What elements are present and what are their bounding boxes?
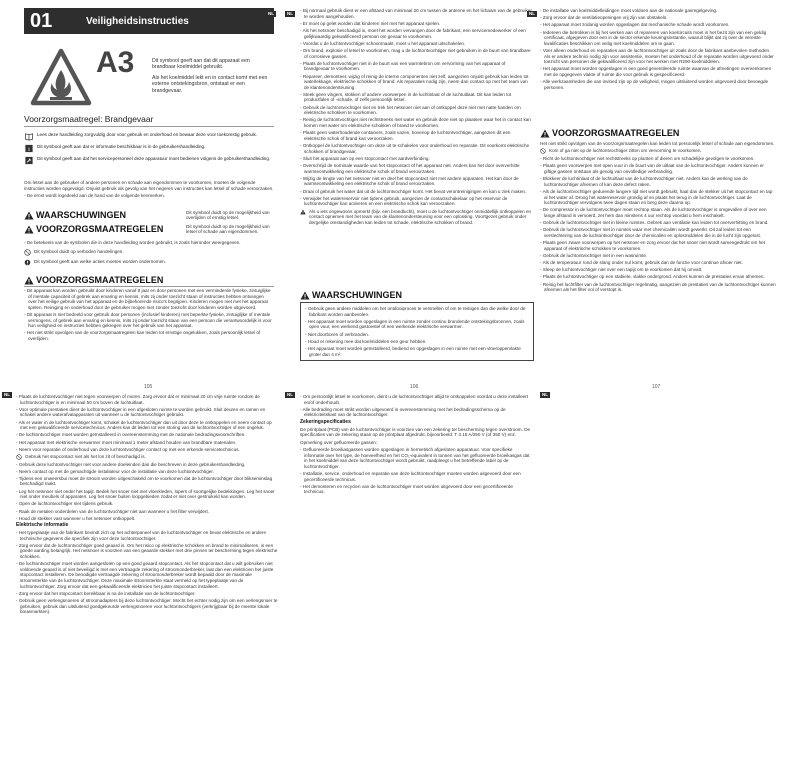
list-item: - Steek geen vingers, stokken of andere voorwerpen in de luchtinlaat of de luchtuitlaat. Dit kan leiden tot productfalen of -schade, of zelfs persoonlijk letsel. — [300, 92, 532, 103]
list-item: - Als de luchtontvochtiger gedurende langere tijd niet wordt gebruikt, haal dan de stekker uit het stopcontact en tap al het water af. Droog het waterreservoir grondig af en plaats het terug in de luchtontvochtiger. Laat de luchtontvochtiger vervolgens twee dagen staan en berg deze daarna op. — [540, 189, 776, 206]
symbol-rows — [24, 131, 274, 166]
prohibited-row — [16, 454, 278, 460]
list-item: - Sluit het apparaat aan op een stopcontact met aardverbinding. — [300, 156, 532, 162]
list-item: - Plaats de luchtontvochtiger niet in de buurt van een warmtebron om vervorming van het apparaat of brandgevaar te voorkomen. — [300, 61, 532, 72]
a3-text-1: Dit symbool geeft aan dat dit apparaat een brandbaar koelmiddel gebruikt. — [152, 58, 250, 71]
list-item: - De compressor in de luchtontvochtiger moet rechtop staan. Als de luchtontvochtiger is omgevallen of over een lange afstand is vervoerd, zet hem dan minstens 4 uur rechtop voordat u hem inschakelt. — [540, 207, 776, 218]
warnings-box — [300, 302, 534, 361]
list-item: - Het apparaat met elektrische verwarmer moet minimaal 1 meter afstand houden van brandbare materialen. — [16, 440, 278, 446]
list-item: - Iedereen die betrokken is bij het werken aan of repareren van koelcircuits moet in het bezit zijn van een geldig certificaat, afgegeven door een in de sector erkende keuringsinstantie, waaruit blijkt dat zij over de vereiste kwalificaties beschikken om veilig met koelmiddelen om te gaan. — [540, 30, 776, 47]
electrical-title: Elektrische informatie — [16, 522, 69, 529]
a3-code: A3 — [96, 46, 135, 79]
list-item: - Als de temperatuur rond de slang onder nul komt, gebruik dan de functie voor continue afvoer niet. — [540, 260, 776, 266]
list-item: - Het typeplaatje van de fabrikant bevindt zich op het achterpaneel van de luchtontvochtiger en bevat elektrische en andere technische gegevens die specifiek zijn voor deze luchtontvochtiger. — [16, 530, 278, 541]
list-item: - Leg het netsnoer niet onder het tapijt. Bedek het snoer niet met vloerkleden, lopers of soortgelijke bedekkingen. Leg het snoer niet onder meubels of apparaten. Leg het snoer buiten loopgebieden zodat er niet over gestruikeld kan worden. — [16, 489, 278, 500]
col2-list — [300, 8, 532, 227]
chapter-number: 01 — [30, 9, 53, 32]
list-item: - Plaats de luchtontvochtiger niet tegen voorwerpen of muren. Zorg ervoor dat er minimaal 20 cm vrije ruimte rondom de luchtontvochtiger is en minimaal 50 cm boven de luchtuitlaat. — [16, 394, 278, 405]
list-item: - Gebruik de luchtontvochtiger niet en trek het netsnoer niet aan of ontkoppel deze niet met natte handen om elektrische schokken te voorkomen. — [300, 105, 532, 116]
warning-triangle-icon — [540, 129, 550, 138]
meaning-intro: - De betekenis van de symbolen die in deze handleiding worden gebruikt, is zoals hieronder weergegeven. — [24, 240, 274, 246]
list-item: - Reinig de luchtontvochtiger niet rechtstreeks met water en gebruik deze niet op plaatsen waar het in contact kan komen met water om elektrische schokken of brand te voorkomen. — [300, 117, 532, 128]
list-item: - Tijdens een onweersbui moet de stroom worden uitgeschakeld om te voorkomen dat de luchtontvochtiger door blikseminslag beschadigd raakt. — [16, 476, 278, 487]
list-item: - Ontkoppel de luchtontvochtiger om deze uit te schakelen voor onderhoud en reparatie. Dit voorkomt elektrische schokken of brandgevaar. — [300, 143, 532, 154]
col1-list — [24, 288, 274, 343]
intro-paragraph: - De ernst wordt ingedeeld aan de hand van de volgende kenmerken. — [24, 193, 274, 199]
list-item: - Reinig het luchtfilter van de luchtontvochtiger regelmatig, aangezien de prestaties van de luchtontvochtiger kunnen afnemen als het filter vol of verstopt is. — [540, 282, 776, 293]
book-icon — [24, 132, 34, 141]
list-item: - Voer alleen onderhoud en reparaties aan de luchtontvochtiger uit zoals door de fabrikant aanbevolen methoden. Als er andere technici nodig zijn voor assistentie, moeten het onderhoud of de reparatie worden uitgevoerd onder toezicht van personen die gekwalificeerd zijn voor het werken met R290-koelmiddelen. — [540, 48, 776, 65]
a3-text-2: Als het koelmiddel lekt en in contact komt met een externe ontstekingsbron, ontstaat er een brandgevaar. — [152, 74, 268, 94]
warning-triangle-icon — [24, 211, 34, 220]
symbol-row — [24, 144, 274, 153]
precautions-label: VOORZORGSMAATREGELEN — [36, 224, 164, 234]
list-item: - Om brand, explosie of letsel te voorkomen, mag u de luchtontvochtiger niet gebruiken in de buurt van brandbare of corrosieve gassen. — [300, 48, 532, 59]
col3-sub-row — [540, 148, 776, 154]
bottom-right-list — [300, 394, 532, 496]
list-item: - Sleep de luchtontvochtiger niet over een tapijt om te voorkomen dat hij omvalt. — [540, 267, 776, 273]
list-item: - Zorg ervoor dat de ventilatieopeningen vrij zijn van obstakels. — [540, 15, 776, 21]
symbol-row-text: Dit symbool geeft aan dat het servicepersoneel deze apparatuur moet bedienen volgens de gebruikershandleiding. — [37, 156, 271, 161]
a3-description — [152, 58, 274, 94]
meaning-row — [24, 249, 274, 256]
list-item: - Plaats de luchtontvochtiger op een stabiele, vlakke ondergrond. Anders kunnen de prestaties ervan afnemen. — [540, 274, 776, 280]
list-item: - De luchtontvochtiger moet worden geïnstalleerd in overeenstemming met de nationale bedradingsvoorschriften. — [16, 432, 278, 438]
list-item: - Neem contact op met de gemachtigde installateur voor de installatie van deze luchtontvochtiger. — [16, 469, 278, 475]
list-item: - Richt de luchtontvochtiger niet rechtstreeks op planten of dieren om schadelijke gevolgen te voorkomen. — [540, 156, 776, 162]
warning-triangle-icon — [24, 225, 34, 234]
symbol-row-text: Lees deze handleiding zorgvuldig door voor gebruik en onderhoud en bewaar deze voor toekomstig gebruik. — [37, 132, 258, 137]
fuse-title: Zekeringspecificaties — [300, 418, 351, 425]
symbol-row — [24, 156, 274, 165]
fuse-text: De printplaat (PCB) van de luchtontvochtiger is voorzien van een zekering ter bescherming tegen overstroom. De specificaties van de zekering staan op de printplaat afgedrukt, bijvoorbeeld: T 3.15 A/250 V (of 350 V) enz. — [300, 426, 531, 438]
prohibited-icon — [16, 454, 22, 460]
warnings-desc: Dit symbool duidt op de mogelijkheid van overlijden of ernstig letsel. — [186, 210, 270, 221]
list-item: - Zorg ervoor dat de luchtontvochtiger goed geaard is. Om het risico op elektrische schokken en brand te minimaliseren, is een goede aarding belangrijk. Het netsnoer is voorzien van een geaarde stekker met drie pinnen ter bescherming tegen elektrische schokken. — [16, 543, 278, 560]
list-item: - Bij normaal gebruik dient er een afstand van minimaal 20 cm tussen de antenne en het lichaam van de gebruiker te worden aangehouden. — [300, 8, 532, 19]
col3-sub-text: Kom of ga niet op de luchtontvochtiger zitten om vervorming te voorkomen. — [549, 148, 702, 154]
list-item: - Om persoonlijk letsel te voorkomen, dient u de luchtontvochtiger altijd te ontkoppelen voordat u deze installeert en/of onderhoudt. — [300, 394, 532, 405]
list-item: - Draai of gebruik het water dat uit de luchtontvochtiger komt. Het bevat verontreinigingen en kan u ziek maken. — [300, 189, 532, 195]
list-item: - Open de luchtontvochtiger niet tijdens gebruik. — [16, 501, 278, 507]
list-item: - Alle bedrading moet strikt worden uitgevoerd in overeenstemming met het bedradingsschema op de elektriciteitskast van de luchtontvochtiger. — [300, 407, 532, 418]
list-item: - Houd er rekening mee dat koelmiddelen een geur hebben. — [305, 339, 529, 345]
list-item: - Wijzig de lengte van het netsnoer niet en deel het stopcontact niet met andere apparaten. Het kan door de warmteontwikkeling een elektrische schok of brand veroorzaken. — [300, 176, 532, 187]
svg-text:i: i — [28, 145, 30, 153]
list-item: - Het apparaat moet worden geïnstalleerd, bediend en opgeslagen in een ruimte met een vloeroppervlakte groter dan 4 m². — [305, 346, 529, 357]
lang-badge: NL — [287, 11, 293, 16]
list-item: - Gefluoreerde broeikasgassen worden opgeslagen in hermetisch afgesloten apparatuur. Voor specifieke informatie over het type, de hoeveelheid en het CO₂-equivalent in tonnen van het gefluoreerde broeikasgas dat in het koelmiddel van deze luchtontvochtiger wordt gebruikt, raadpleegt u het betreffende label op de luchtontvochtiger. — [300, 447, 532, 469]
col3-list — [540, 8, 776, 92]
bottom-left-list — [16, 394, 278, 616]
flammable-triangle-icon — [30, 48, 92, 106]
mandatory-icon — [24, 259, 31, 266]
a3-symbol — [30, 44, 150, 110]
list-item: - Plaats geen waterhoudende containers, zoals vazen, bovenop de luchtontvochtiger, aangezien dit een elektrische schok of brand kan veroorzaken. — [300, 130, 532, 141]
col1-precautions-heading — [24, 275, 163, 285]
warnings-label: WAARSCHUWINGEN — [312, 290, 402, 300]
lang-badge: NL — [268, 11, 274, 16]
list-item: - Installatie, service, onderhoud en reparatie van deze luchtontvochtiger moeten worden uitgevoerd door een gecertificeerde technicus. — [300, 471, 532, 482]
list-item: - Repareer, demonteer, wijzig of reinig de interne componenten niet zelf, aangezien onjuist gebruik kan leiden tot waterlekkage, elektrische schokken of brand. Als reparaties nodig zijn, neem dan contact op met het team van de klantenondersteuning. — [300, 74, 532, 91]
list-item: - De luchtontvochtiger moet worden aangesloten op een goed geaard stopcontact. Als het stopcontact dat u wilt gebruiken niet voldoende geaard is of niet beveiligd is met een vertraagde zekering of stroomonderbreker, laat dan een elektricien het juiste stopcontact installeren. De benodigde vertraagde zekering of stroomonderbreker wordt bepaald door de maximale stroomsterkte van de luchtontvochtiger. Deze maximale stroomsterkte staat vermeld op het typeplaatje van de luchtontvochtiger. Zorg ervoor dat een gekwalificeerde elektricien het juiste stopcontact installeert. — [16, 561, 278, 589]
lang-badge: NL — [287, 392, 293, 397]
prohibited-icon — [540, 148, 546, 154]
precaution-title: Voorzorgsmaatregel: Brandgevaar — [24, 114, 154, 124]
list-item: - Gebruik deze luchtontvochtiger niet voor andere doeleinden dan die beschreven in deze gebruikershandleiding. — [16, 462, 278, 468]
meaning-section — [24, 240, 274, 267]
col3-intro: Het niet strikt opvolgen van de voorzorgsmaatregelen kan leiden tot persoonlijk letsel of schade aan eigendommen. — [540, 141, 775, 146]
list-item: - Gebruik geen andere middelen om het ontdooiproces te versnellen of om te reinigen dan die welke door de fabrikant worden aanbevolen. — [305, 306, 529, 317]
warning-note-text: Als u iets ongewoons opmerkt (bijv. een brandlucht), moet u de luchtontvochtiger onmiddellijk ontkoppelen en contact opnemen met het team van de klantenondersteuning voor een oplossing. Voortgezet gebruik onder dergelijke omstandigheden kan leiden tot schade, elektrische schokken of brand. — [309, 208, 532, 225]
list-item: - Als er water in de luchtontvochtiger komt, schakel de luchtontvochtiger dan uit door deze te ontkoppelen en neem contact op met een gekwalificeerde servicetechnicus. Anders kan dit leiden tot een storing van de luchtontvochtiger of een ongeluk. — [16, 420, 278, 431]
prohibited-text: Gebruik het stopcontact niet als het los zit of beschadigd is. — [25, 453, 146, 459]
severity-precautions — [24, 224, 274, 236]
lang-badge: NL — [542, 392, 548, 397]
warning-triangle-icon — [24, 276, 34, 285]
prohibited-icon — [24, 249, 31, 256]
list-item: - Voor optimale prestaties dient de luchtontvochtiger in een afgesloten ruimte te worden gebruikt. Sluit deuren en ramen en schakel andere waterafvalapparaten uit wanneer u de luchtontvochtiger gebruikt. — [16, 407, 278, 418]
list-item: - Verwijder het waterreservoir niet tijdens gebruik, aangezien de contactschakelaar op het reservoir de luchtontvochtiger kan activeren en een elektrische schok kan veroorzaken. — [300, 196, 532, 207]
severity-warnings — [24, 210, 274, 222]
list-item: - Houd de stekker vast wanneer u het netsnoer ontkoppelt. — [16, 516, 278, 522]
precautions-desc: Dit symbool duidt op de mogelijkheid van letsel of schade aan eigendommen. — [186, 224, 270, 235]
page-number: 106 — [410, 384, 419, 390]
precautions-label: VOORZORGSMAATREGELEN — [36, 275, 164, 285]
list-item: - Raak de metalen onderdelen van de luchtontvochtiger niet aan wanneer u het filter verwijdert. — [16, 509, 278, 515]
info-icon — [24, 144, 34, 153]
warning-note — [300, 209, 532, 226]
list-item: - Blokkeer de luchtinlaat of de luchtuitlaat van de luchtontvochtiger niet. Anders kan de werking van de luchtontvochtiger afnemen of kan deze defect raken. — [540, 176, 776, 187]
chapter-title: Veiligheidsinstructies — [86, 15, 189, 27]
divider — [24, 126, 274, 127]
list-item: - Neem voor reparatie of onderhoud van deze luchtontvochtiger contact op met een erkende servicetechnicus. — [16, 447, 278, 453]
list-item: - Gebruik geen verlengsnoeren of stroomadapters bij deze luchtontvochtiger. Mocht het echter nodig zijn om een verlengsnoer te gebruiken, gebruik dan uitsluitend goedgekeurde verlengsnoeren voor luchtontvochtigers (verkrijgbaar bij de meeste lokale bouwmarkten). — [16, 598, 278, 615]
list-item: - Het niet strikt opvolgen van de voorzorgsmaatregelen kan leiden tot ernstige ongelukken, zoals persoonlijk letsel of overlijden. — [24, 330, 274, 341]
list-item: - Overschrijd de nominale waarde van het stopcontact of het apparaat niet. Anders kan het door oververhitte warmteontwikkeling een elektrische schok of brand veroorzaken. — [300, 163, 532, 174]
intro-paragraph: Om letsel aan de gebruiker of andere personen en schade aan eigendommen te voorkomen, moeten de volgende instructies worden opgevolgd. Onjuist gebruik als gevolg van het negeren van instructies kan letsel of schade veroorzaken. — [24, 180, 274, 191]
list-item: - Het demonteren en recyclen van de luchtontvochtiger moet worden uitgevoerd door een gecertificeerde technicus. — [300, 484, 532, 495]
col2-warnings-heading — [300, 290, 402, 300]
list-item: - Plaats geen zware voorwerpen op het netsnoer en zorg ervoor dat het snoer niet wordt samengedrukt om het apparaat of elektrische schokken te voorkomen. — [540, 240, 776, 251]
col3-prec-list — [540, 141, 776, 294]
meaning-text: Dit symbool duidt op verboden handelingen. — [34, 248, 124, 254]
intro-text — [24, 180, 274, 200]
warnings-label: WAARSCHUWINGEN — [36, 210, 126, 220]
list-item: - Gebruik de luchtontvochtiger niet in ruimtes waar met chemicaliën wordt gewerkt. Dit zal leiden tot een verslechtering van de luchtontvochtiger door de chemicaliën en oplosmiddelen die in de lucht zijn opgelost. — [540, 227, 776, 238]
service-icon — [24, 156, 34, 165]
list-item: - Het apparaat moet zodanig worden opgeslagen dat mechanische schade wordt voorkomen. — [540, 22, 776, 28]
symbol-row — [24, 132, 274, 141]
list-item: - Gebruik de luchtontvochtiger niet in een wasruimte. — [540, 253, 776, 259]
list-item: - Het apparaat moet worden opgeslagen in een ruimte zonder continu brandende ontstekingsbronnen, zoals open vuur, een werkend gastoestel of een werkende elektrische verwarmer. — [305, 319, 529, 330]
list-item: - Dit apparaat kan worden gebruikt door kinderen vanaf 8 jaar en door personen met een verminderde fysieke, zintuiglijke of mentale capaciteit of gebrek aan ervaring en kennis, mits zij onder toezicht staan of instructies hebben ontvangen over het veilige gebruik van het apparaat en de bijbehorende risico's begrijpen. Kinderen mogen niet met het apparaat spelen. Reiniging en onderhoud door de gebruiker mogen niet zonder toezicht door kinderen worden uitgevoerd. — [24, 288, 274, 310]
col3-precautions-heading — [540, 128, 679, 138]
list-item: - Dit apparaat is niet bedoeld voor gebruik door personen (inclusief kinderen) met beperkte fysieke, zintuiglijke of mentale vermogens, of gebrek aan ervaring en kennis, mits zij onder toezicht staan van een persoon die verantwoordelijk is voor hun veiligheid en instructies hebben gekregen over het gebruik van het apparaat. — [24, 312, 274, 329]
page-number: 107 — [652, 384, 661, 390]
chapter-header — [24, 8, 274, 34]
warning-triangle-icon — [300, 209, 306, 215]
page-number: 105 — [144, 384, 153, 390]
meaning-text: Dit symbool geeft aan welke acties moeten worden ondernomen. — [34, 258, 167, 264]
list-item: - Het apparaat moet worden opgeslagen in een goed geventileerde ruimte waarvan de afmetingen overeenkomen met de opgegeven vlakte of ruimte die voor gebruik is gespecificeerd. — [540, 66, 776, 77]
warning-triangle-icon — [300, 291, 310, 300]
precautions-label: VOORZORGSMAATREGELEN — [552, 128, 680, 138]
list-item: - Zorg ervoor dat het stopcontact bereikbaar is na de installatie van de luchtontvochtiger. — [16, 591, 278, 597]
meaning-row — [24, 259, 274, 266]
list-item: - Als het netsnoer beschadigd is, moet het worden vervangen door de fabrikant, een servicemedewerker of een gelijkwaardig gekwalificeerd persoon om gevaar te voorkomen. — [300, 28, 532, 39]
gas-title: Opmerking over gefluoreerde gassen: — [300, 439, 378, 445]
divider — [24, 286, 274, 287]
symbol-row-text: Dit symbool geeft aan dat er informatie beschikbaar is in de gebruikershandleiding. — [37, 144, 206, 149]
lang-badge: NL — [529, 11, 535, 16]
list-item: - Er moet op gelet worden dat kinderen niet met het apparaat spelen. — [300, 21, 532, 27]
list-item: - De installatie van koelmiddelleidingen moet voldoen aan de nationale gasregelgeving. — [540, 8, 776, 14]
list-item: - Voordat u de luchtontvochtiger schoonmaakt, moet u het apparaat uitschakelen. — [300, 41, 532, 47]
list-item: - Gebruik de luchtontvochtiger niet in kleine ruimtes. Gebrek aan ventilatie kan leiden tot oververhitting en brand. — [540, 220, 776, 226]
list-item: - Niet doorboren of verbranden. — [305, 332, 529, 338]
list-item: - Alle werkzaamheden die van invloed zijn op de veiligheid, mogen uitsluitend worden uitgevoerd door bevoegde personen. — [540, 79, 776, 90]
lang-badge: NL — [4, 392, 10, 397]
list-item: - Plaats geen voorwerpen met open vuur in de buurt van de uitlaat van de luchtontvochtiger. Anders kunnen er giftige gassen ontstaan als gevolg van onvolledige verbranding. — [540, 163, 776, 174]
